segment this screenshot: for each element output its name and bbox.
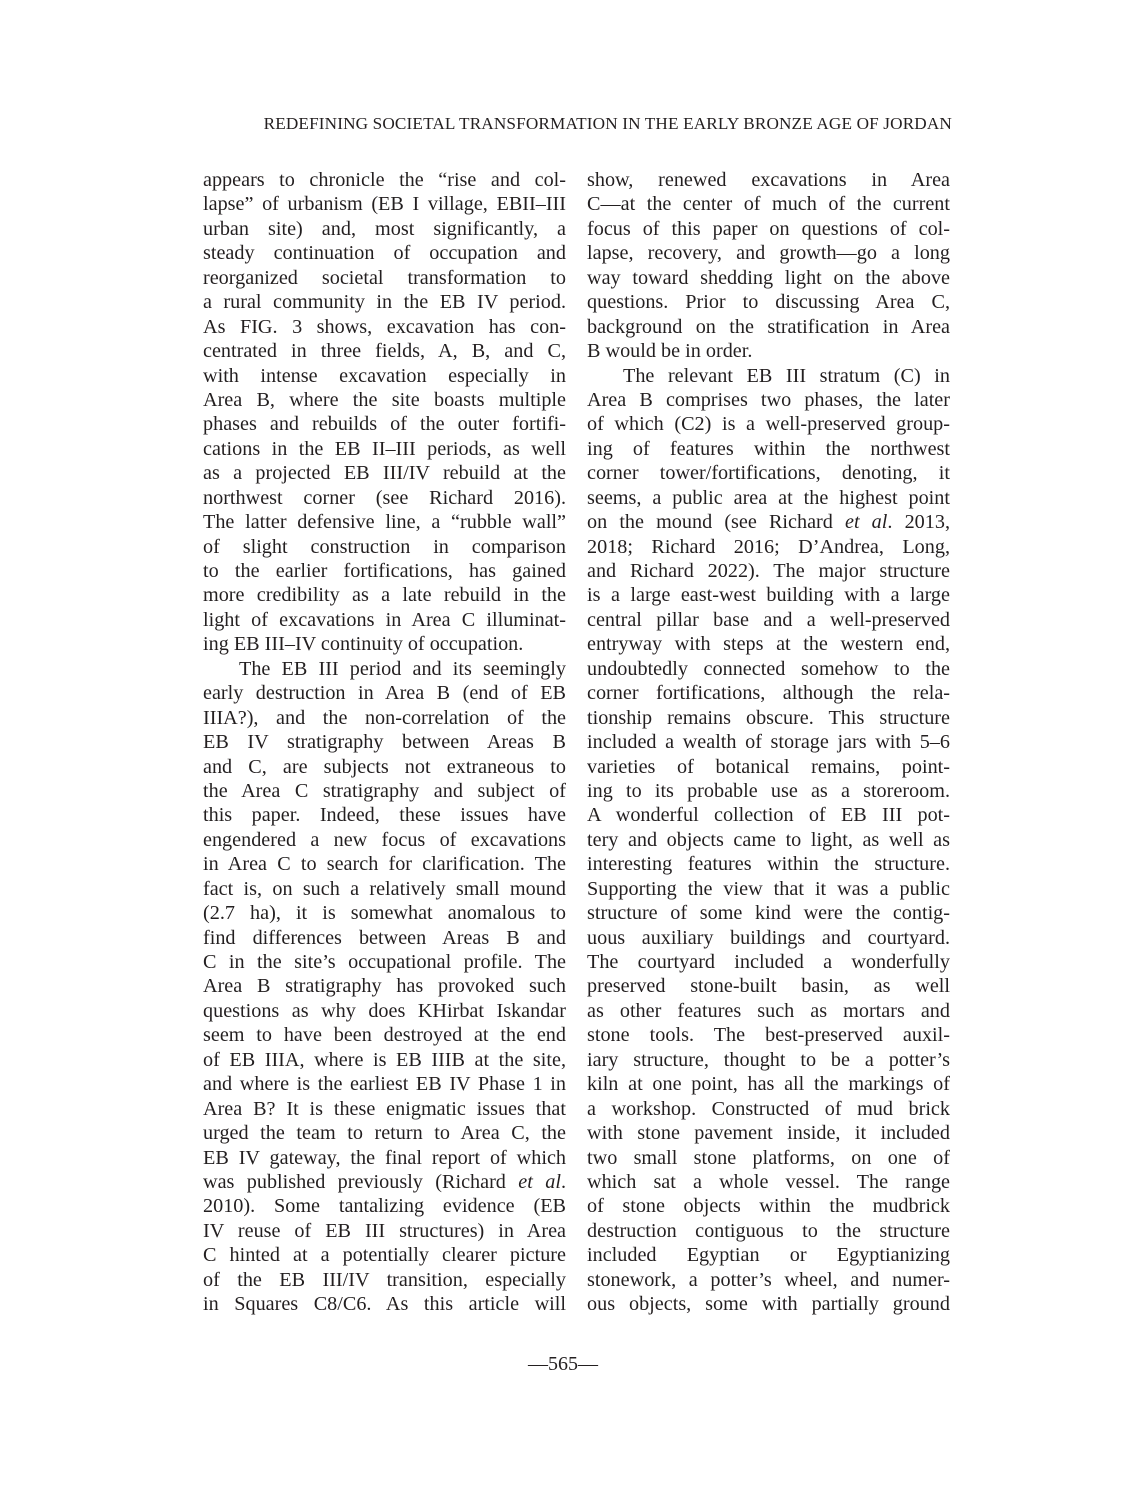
text-line: The relevant EB III stratum (C) in	[623, 364, 950, 387]
text-line: iary structure, thought to be a potter’s	[587, 1048, 950, 1071]
text-line: lapse” of urbanism (EB I village, EBII–III	[203, 193, 566, 216]
text-line: ous objects, some with partially ground	[587, 1293, 950, 1316]
italic-citation: et al	[844, 511, 888, 534]
text-line: IIIA?), and the non-correlation of the	[203, 706, 566, 729]
text-line	[587, 510, 950, 534]
text-line: B would be in order.	[587, 340, 753, 363]
text-segment: on the mound (see Richard	[587, 511, 845, 534]
text-line: tery and objects came to light, as well as	[587, 828, 950, 851]
text-line: kiln at one point, has all the markings of	[587, 1073, 950, 1096]
text-line: reorganized societal transformation to	[203, 266, 566, 289]
text-line: phases and rebuilds of the outer fortifi-	[203, 413, 566, 436]
text-line: more credibility as a late rebuild in the	[203, 584, 566, 607]
text-line: corner fortifications, although the rela-	[587, 682, 950, 705]
italic-citation: et al	[518, 1170, 561, 1193]
text-line: background on the stratification in Area	[587, 315, 950, 338]
text-line: of the EB III/IV transition, especially	[203, 1268, 566, 1291]
text-line: as a projected EB III/IV rebuild at the	[203, 462, 566, 485]
text-line: interesting features within the structure.	[587, 853, 950, 876]
text-line: and where is the earliest EB IV Phase 1 in	[203, 1073, 566, 1096]
text-line: Area B stratigraphy has provoked such	[203, 975, 566, 998]
page-number: —565—	[528, 1353, 598, 1375]
text-line: 2018; Richard 2016; D’Andrea, Long,	[587, 535, 950, 558]
text-line: Supporting the view that it was a public	[587, 877, 950, 900]
text-line: centrated in three fields, A, B, and C,	[203, 340, 566, 363]
text-line: tionship remains obscure. This structure	[587, 706, 950, 729]
left-column	[203, 168, 566, 1317]
text-line: central pillar base and a well-preserved	[587, 608, 950, 631]
text-line: (2.7 ha), it is somewhat anomalous to	[203, 902, 566, 925]
text-line: C in the site’s occupational profile. The	[203, 951, 566, 973]
text-line: varieties of botanical remains, point-	[587, 755, 950, 778]
text-line: included a wealth of storage jars with 5–6	[587, 731, 950, 754]
text-line: and C, are subjects not extraneous to	[203, 755, 566, 778]
text-segment: .	[560, 1170, 566, 1193]
right-column	[587, 168, 950, 1317]
text-segment: was published previously (Richard	[203, 1170, 519, 1193]
text-line: with intense excavation especially in	[203, 364, 566, 387]
running-head: REDEFINING SOCIETAL TRANSFORMATION IN THE EARLY BRONZE AGE OF JORDAN	[263, 114, 952, 133]
text-line: ing EB III–IV continuity of occupation.	[203, 633, 524, 656]
text-line: C—at the center of much of the current	[587, 193, 950, 216]
text-line: fact is, on such a relatively small mound	[203, 877, 566, 900]
text-line: The courtyard included a wonderfully	[587, 951, 950, 973]
text-line: urged the team to return to Area C, the	[203, 1122, 566, 1145]
text-line: The latter defensive line, a “rubble wall”	[203, 511, 566, 534]
text-line: two small stone platforms, on one of	[587, 1146, 950, 1169]
text-line: C hinted at a potentially clearer picture	[203, 1244, 566, 1267]
text-line: engendered a new focus of excavations	[203, 828, 566, 851]
text-line: show, renewed excavations in Area	[587, 169, 950, 191]
text-line: included Egyptian or Egyptianizing	[587, 1244, 950, 1267]
text-line: light of excavations in Area C illuminat-	[203, 608, 566, 631]
text-line: ing of features within the northwest	[587, 437, 950, 460]
text-line: of stone objects within the mudbrick	[587, 1195, 950, 1218]
text-line: Area B comprises two phases, the later	[587, 388, 950, 411]
text-line: seems, a public area at the highest point	[587, 486, 950, 509]
text-line: in Squares C8/C6. As this article will	[203, 1293, 566, 1316]
text-line: The EB III period and its seemingly	[239, 657, 566, 680]
text-line: is a large east-west building with a large	[587, 584, 950, 607]
text-line: questions. Prior to discussing Area C,	[587, 291, 950, 314]
text-line: A wonderful collection of EB III pot-	[587, 804, 950, 827]
text-line: EB IV stratigraphy between Areas B	[203, 731, 566, 754]
text-line: Area B? It is these enigmatic issues that	[203, 1097, 566, 1120]
text-line: structure of some kind were the contig-	[587, 902, 950, 925]
text-line: of slight construction in comparison	[203, 535, 566, 558]
text-line: stone tools. The best-preserved auxil-	[587, 1024, 950, 1047]
text-line: as other features such as mortars and	[587, 999, 950, 1022]
text-line: way toward shedding light on the above	[587, 266, 950, 289]
text-line: seem to have been destroyed at the end	[203, 1024, 566, 1047]
text-line: the Area C stratigraphy and subject of	[203, 779, 566, 802]
text-line: steady continuation of occupation and	[203, 242, 566, 265]
text-line: which sat a whole vessel. The range	[587, 1170, 950, 1193]
text-line: northwest corner (see Richard 2016).	[203, 486, 566, 509]
text-line: lapse, recovery, and growth—go a long	[587, 242, 950, 265]
text-line: stonework, a potter’s wheel, and numer-	[587, 1268, 950, 1291]
text-line: early destruction in Area B (end of EB	[203, 682, 566, 705]
text-line: destruction contiguous to the structure	[587, 1219, 950, 1242]
text-line: EB IV gateway, the final report of which	[203, 1146, 566, 1169]
text-line	[203, 1170, 566, 1194]
text-line: IV reuse of EB III structures) in Area	[203, 1219, 566, 1242]
text-line: 2010). Some tantalizing evidence (EB	[203, 1195, 566, 1218]
text-line: of EB IIIA, where is EB IIIB at the site,	[203, 1048, 566, 1071]
text-line: with stone pavement inside, it included	[587, 1122, 950, 1145]
text-line: to the earlier fortifications, has gained	[203, 560, 566, 582]
text-line: in Area C to search for clarification. The	[203, 853, 566, 876]
text-line: a rural community in the EB IV period.	[203, 291, 566, 314]
text-line: a workshop. Constructed of mud brick	[587, 1097, 950, 1120]
text-line: and Richard 2022). The major structure	[587, 560, 950, 582]
text-line: urban site) and, most significantly, a	[203, 217, 566, 240]
text-line: Area B, where the site boasts multiple	[203, 388, 566, 411]
text-line: this paper. Indeed, these issues have	[203, 804, 566, 827]
text-line: appears to chronicle the “rise and col-	[203, 169, 566, 191]
text-segment: . 2013,	[887, 511, 950, 534]
text-line: uous auxiliary buildings and courtyard.	[587, 926, 950, 949]
text-line: find differences between Areas B and	[203, 926, 566, 949]
text-line: ing to its probable use as a storeroom.	[587, 779, 950, 802]
text-line: preserved stone-built basin, as well	[587, 975, 950, 998]
text-line: As FIG. 3 shows, excavation has con-	[203, 315, 566, 338]
text-line: undoubtedly connected somehow to the	[587, 657, 950, 680]
text-line: entryway with steps at the western end,	[587, 633, 950, 656]
text-line: corner tower/fortifications, denoting, it	[587, 462, 950, 485]
text-line: focus of this paper on questions of col-	[587, 217, 950, 240]
text-line: questions as why does KHirbat Iskandar	[203, 999, 566, 1022]
text-line: cations in the EB II–III periods, as well	[203, 437, 566, 460]
text-line: of which (C2) is a well-preserved group-	[587, 413, 950, 436]
